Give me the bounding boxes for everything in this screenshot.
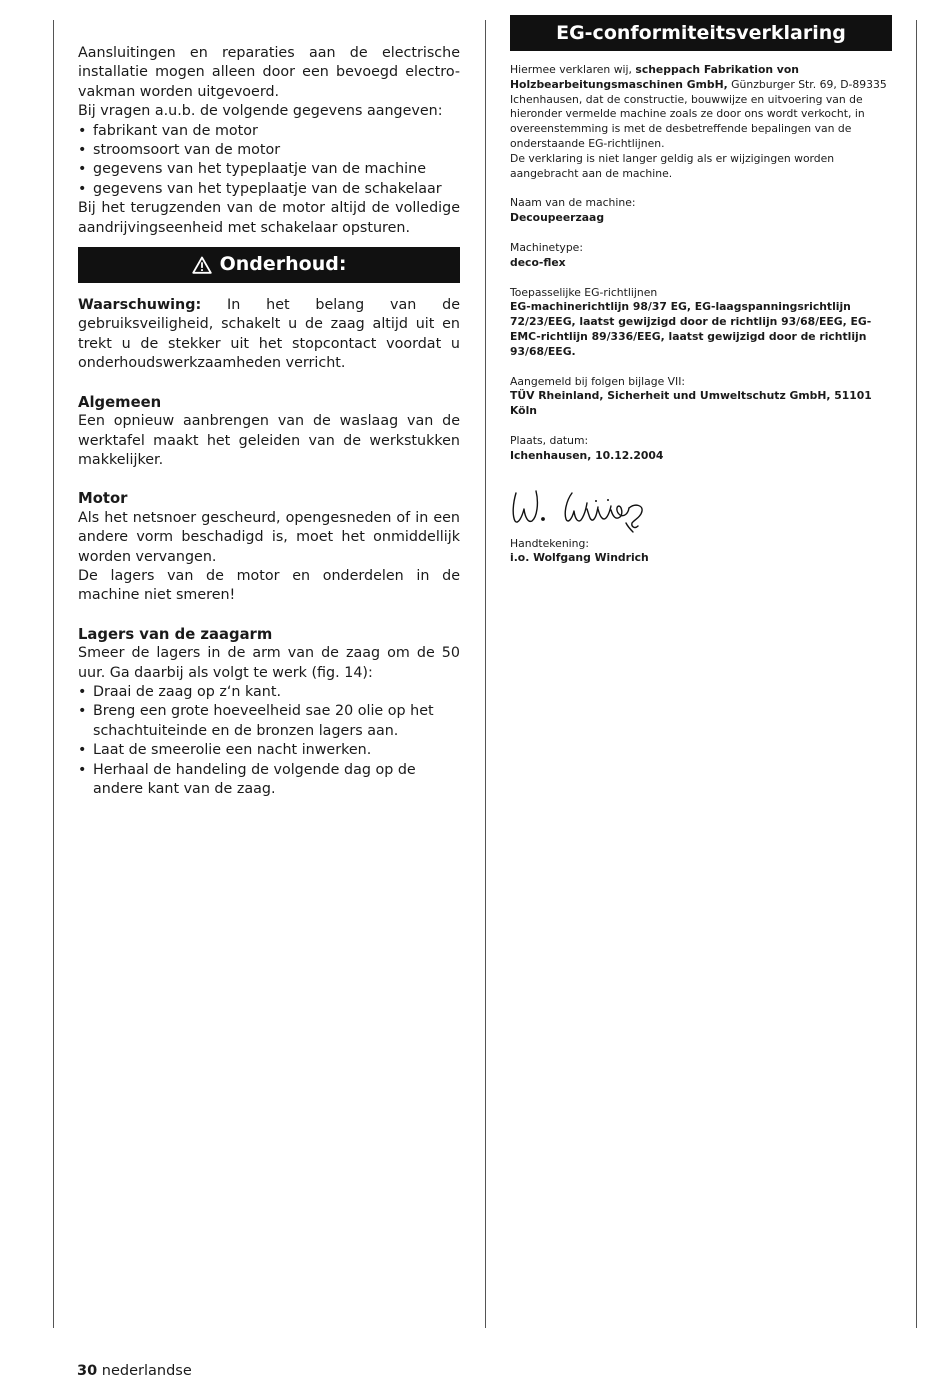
motor-text: Als het netsnoer gescheurd, opengesneden of in een andere vorm beschadigd is, moet het onmiddellijk worden vervangen. — [78, 509, 460, 565]
bearings-heading: Lagers van de zaagarm — [78, 625, 273, 643]
notified-body: TÜV Rheinland, Sicherheit und Umweltschutz GmbH, 51101 Köln — [510, 389, 872, 418]
column-divider-right — [916, 20, 917, 1328]
column-divider-left — [53, 20, 54, 1328]
machine-name: Decoupeerzaag — [510, 211, 605, 225]
list-item: • Laat de smeerolie een nacht inwerken. — [78, 741, 460, 760]
maintenance-banner — [78, 247, 460, 283]
page-footer — [77, 1362, 192, 1380]
motor-heading: Motor — [78, 490, 128, 508]
general-heading: Algemeen — [78, 393, 162, 411]
machine-type: deco-flex — [510, 255, 566, 269]
general-text: Een opnieuw aanbrengen van de waslaag van de werktafel maakt het geleiden van de werkstukken makkelijker. — [78, 413, 460, 468]
bearings-intro: Smeer de lagers in de arm van de zaag om de 50 uur. Ga daarbij als volgt te werk (fig. 14): — [78, 645, 460, 681]
notified-body-block — [510, 375, 892, 419]
directives-block — [510, 286, 892, 360]
declaration-body: Günzburger Str. 69, D-89335 Ichenhausen, dat de constructie, bouwwijze en uitvoering van de hieronder vermelde machine zoals ze door ons wordt verkocht, in overeenstemming is met de desbetreffende bepalingen van de onderstaande EG-richtlijnen. — [510, 77, 887, 150]
intro-question: Bij vragen a.u.b. de volgende gegevens aangeven: — [78, 103, 443, 120]
motor-text: De lagers van de motor en onderdelen in de machine niet smeren! — [78, 567, 460, 604]
warning-triangle-icon — [192, 256, 212, 274]
bearings-list — [78, 683, 460, 799]
machine-type-block — [510, 241, 892, 271]
list-item: • Breng een grote hoeveelheid sae 20 olie op het schachtuiteinde en de bronzen lagers aan. — [78, 702, 460, 741]
list-item: • gegevens van het typeplaatje van de machine — [78, 160, 460, 179]
list-item: • gegevens van het typeplaatje van de schakelaar — [78, 180, 460, 199]
machine-name-label: Naam van de machine: — [510, 196, 636, 210]
warning-label: Waarschuwing: — [78, 297, 202, 314]
intro-paragraph: Aansluitingen en reparaties aan de electrische installatie mogen alleen door een bevoegd electro-vakman worden uitgevoerd. — [78, 45, 460, 100]
signature-label: Handtekening: — [510, 536, 589, 550]
intro-outro: Bij het terugzenden van de motor altijd de volledige aandrijvingseenheid met schakelaar opsturen. — [78, 200, 460, 236]
machine-type-label: Machinetype: — [510, 240, 583, 254]
warning-paragraph — [78, 296, 460, 374]
place-date: Ichenhausen, 10.12.2004 — [510, 448, 664, 462]
directives-label: Toepasselijke EG-richtlijnen — [510, 285, 658, 299]
list-item: • stroomsoort van de motor — [78, 141, 460, 160]
conformity-title: EG-conformiteitsverklaring — [556, 21, 846, 44]
page-number: 30 — [77, 1363, 98, 1379]
footer-language: nederlandse — [101, 1363, 192, 1379]
signatory-name: i.o. Wolfgang Windrich — [510, 551, 649, 565]
handwritten-signature — [510, 479, 670, 533]
directives-text: EG-machinerichtlijn 98/37 EG, EG-laagspanningsrichtlijn 72/23/EEG, laatst gewijzigd door de richtlijn 93/68/EEG, EG-EMC-richtlijn 89/336/EEG, laatst gewijzigd door de richtlijn 93/68/EEG. — [510, 300, 872, 358]
declaration-block — [510, 63, 892, 181]
signature-block — [510, 537, 892, 567]
list-item: • Herhaal de handeling de volgende dag op de andere kant van de zaag. — [78, 761, 460, 800]
notified-body-label: Aangemeld bij folgen bijlage VII: — [510, 374, 686, 388]
company-name: scheppach Fabrikation von Holzbearbeitungsmaschinen GmbH, — [510, 63, 799, 91]
conformity-banner — [510, 15, 892, 51]
maintenance-title: Onderhoud: — [219, 253, 347, 276]
list-item: • fabrikant van de motor — [78, 122, 460, 141]
place-date-block — [510, 434, 892, 464]
declaration-note: De verklaring is niet langer geldig als er wijzigingen worden aangebracht aan de machine. — [510, 151, 835, 180]
machine-name-block — [510, 196, 892, 226]
place-date-label: Plaats, datum: — [510, 433, 589, 447]
list-item: • Draai de zaag op z‘n kant. — [78, 683, 460, 702]
right-column — [510, 15, 892, 581]
left-column — [78, 44, 460, 799]
warning-text: In het belang van de gebruiksveiligheid, schakelt u de zaag altijd uit en trekt u de stekker uit het stopcontact voordat u onderhoudswerkzaamheden verricht. — [78, 297, 460, 372]
declaration-intro: Hiermee verklaren wij, — [510, 63, 636, 76]
column-divider-middle — [485, 20, 486, 1328]
intro-list — [78, 122, 460, 200]
